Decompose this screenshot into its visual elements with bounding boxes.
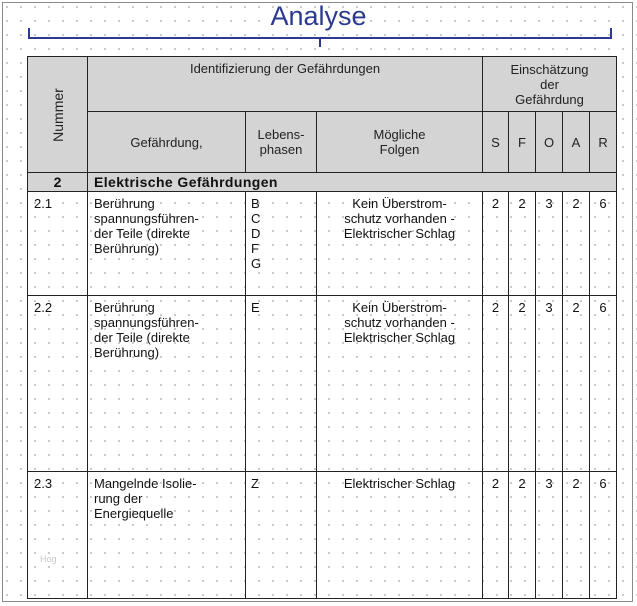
- rating-o: 3: [536, 192, 563, 296]
- rating-f: 2: [509, 296, 536, 472]
- phases-cell: Z: [246, 472, 317, 599]
- rating-f: 2: [509, 472, 536, 599]
- folgen-cell: Kein Überstrom- schutz vorhanden - Elektrischer Schlag: [317, 192, 483, 296]
- hazard-cell: Mangelnde Isolie- rung der Energiequelle: [88, 472, 246, 599]
- gefaehrdung-header: Gefährdung,: [88, 112, 246, 173]
- title-brace: [28, 28, 612, 40]
- lebensphasen-header: Lebens- phasen: [246, 112, 317, 173]
- folgen-cell: Elektrischer Schlag: [317, 472, 483, 599]
- rating-s: 2: [483, 192, 509, 296]
- row-number: 2.2: [28, 296, 88, 472]
- rating-o: 3: [536, 472, 563, 599]
- watermark: Hog: [40, 554, 57, 564]
- rating-s: 2: [483, 296, 509, 472]
- page-title: Analyse: [270, 1, 367, 31]
- rating-header-o: O: [536, 112, 563, 173]
- phases-cell: B C D F G: [246, 192, 317, 296]
- rating-a: 2: [563, 472, 590, 599]
- section-row: [28, 173, 617, 192]
- rating-r: 6: [590, 296, 617, 472]
- hazard-analysis-table: [27, 56, 617, 599]
- rating-a: 2: [563, 192, 590, 296]
- rating-r: 6: [590, 472, 617, 599]
- phases-cell: E: [246, 296, 317, 472]
- section-label: Elektrische Gefährdungen: [88, 173, 617, 192]
- rating-header-s: S: [483, 112, 509, 173]
- table-row: [28, 472, 617, 599]
- row-number: 2.1: [28, 192, 88, 296]
- nummer-header: Nummer: [28, 57, 88, 173]
- row-number: 2.3: [28, 472, 88, 599]
- rating-o: 3: [536, 296, 563, 472]
- hazard-cell: Berührung spannungsführen- der Teile (direkte Berührung): [88, 296, 246, 472]
- table-row: [28, 192, 617, 296]
- rating-f: 2: [509, 192, 536, 296]
- rating-header-r: R: [590, 112, 617, 173]
- folgen-cell: Kein Überstrom- schutz vorhanden - Elektrischer Schlag: [317, 296, 483, 472]
- rating-a: 2: [563, 296, 590, 472]
- rating-r: 6: [590, 192, 617, 296]
- einschaetzung-header: Einschätzung der Gefährdung: [483, 57, 617, 112]
- rating-s: 2: [483, 472, 509, 599]
- section-number: 2: [28, 173, 88, 192]
- hazard-cell: Berührung spannungsführen- der Teile (direkte Berührung): [88, 192, 246, 296]
- rating-header-f: F: [509, 112, 536, 173]
- table-row: [28, 296, 617, 472]
- folgen-header: Mögliche Folgen: [317, 112, 483, 173]
- identifizierung-header: Identifizierung der Gefährdungen: [88, 57, 483, 112]
- rating-header-a: A: [563, 112, 590, 173]
